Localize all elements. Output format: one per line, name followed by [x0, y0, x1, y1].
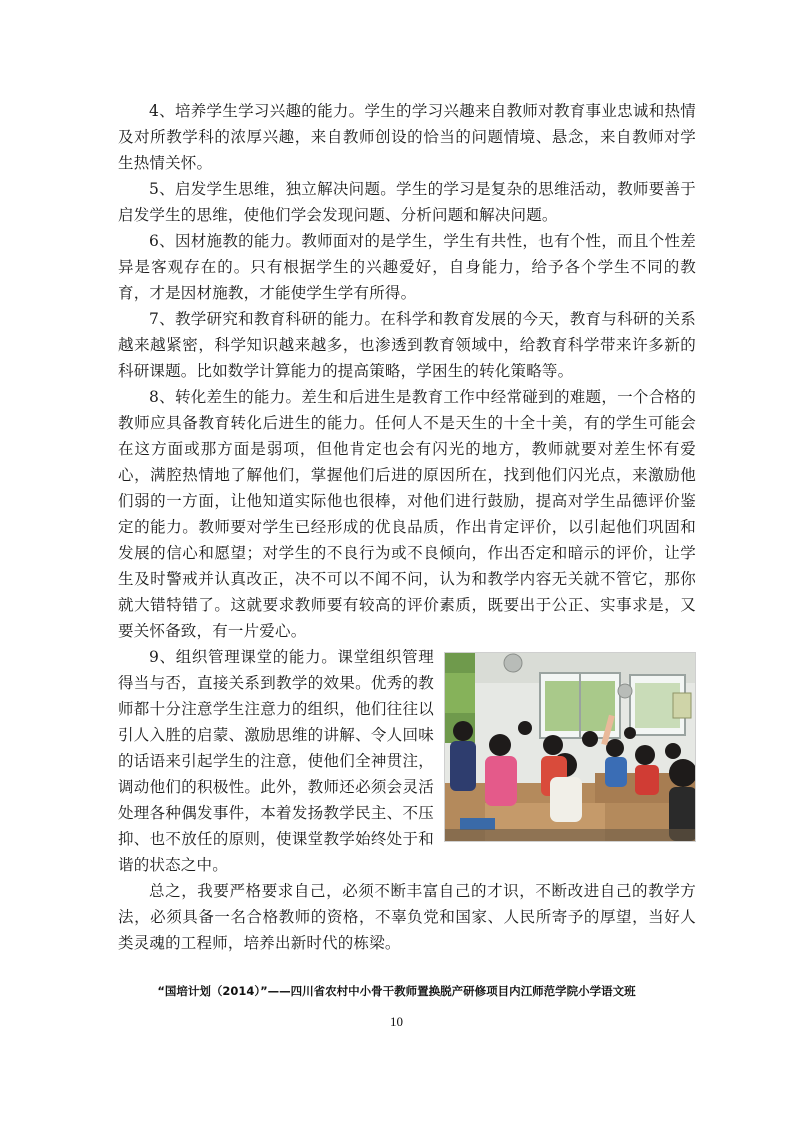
- paragraph-8: 8、转化差生的能力。差生和后进生是教育工作中经常碰到的难题，一个合格的教师应具备教育转化后进生的能力。任何人不是天生的十全十美，有的学生可能会在这方面或那方面是弱项，但他肯定也会有闪光的地方，教师就要对差生怀有爱心，满腔热情地了解他们，掌握他们后进的原因所在，找到他们闪光点，来激励他们弱的一方面，让他知道实际他也很棒，对他们进行鼓励，提高对学生品德评价鉴定的能力。教师要对学生已经形成的优良品质，作出肯定评价，以引起他们巩固和发展的信心和愿望；对学生的不良行为或不良倾向，作出否定和暗示的评价，让学生及时警戒并认真改正，决不可以不闻不问，认为和教学内容无关就不管它，那你就大错特错了。这就要求教师要有较高的评价素质，既要出于公正、实事求是，又要关怀备致，有一片爱心。: [118, 388, 696, 640]
- paragraph-9: 9、组织管理课堂的能力。课堂组织管理得当与否，直接关系到教学的效果。优秀的教师都十分注意学生注意力的组织，他们往往以引人入胜的启蒙、激励思维的讲解、令人回味的话语来引起学生的注意，使他们全神贯注，调动他们的积极性。此外，教师还必须会灵活处理各种偶发事件，本着发扬教学民主、不压抑、也不放任的原则，使课堂教学始终处于和谐的状态之中。: [118, 648, 434, 874]
- paragraph-7: 7、教学研究和教育科研的能力。在科学和教育发展的今天，教育与科研的关系越来越紧密，科学知识越来越多，也渗透到教育领域中，给教育科学带来许多新的科研课题。比如数学计算能力的提高策略，学困生的转化策略等。: [118, 310, 696, 380]
- page-footer: “国培计划（2014）”——四川省农村中小骨干教师置换脱产研修项目内江师范学院小学语文班: [157, 984, 636, 998]
- paragraph-conclusion: 总之，我要严格要求自己，必须不断丰富自己的才识，不断改进自己的教学方法，必须具备一名合格教师的资格，不辜负党和国家、人民所寄予的厚望，当好人类灵魂的工程师，培养出新时代的栋梁。: [118, 882, 696, 952]
- paragraph-9-with-photo: [118, 644, 696, 878]
- classroom-photo: [444, 652, 696, 842]
- paragraph-4: 4、培养学生学习兴趣的能力。学生的学习兴趣来自教师对教育事业忠诚和热情及对所教学科的浓厚兴趣，来自教师创设的恰当的问题情境、悬念，来自教师对学生热情关怀。: [118, 102, 696, 172]
- paragraph-5: 5、启发学生思维，独立解决问题。学生的学习是复杂的思维活动，教师要善于启发学生的思维，使他们学会发现问题、分析问题和解决问题。: [118, 180, 696, 224]
- page-number: 10: [390, 1014, 403, 1029]
- document-body: [118, 98, 696, 956]
- paragraph-6: 6、因材施教的能力。教师面对的是学生，学生有共性，也有个性，而且个性差异是客观存在的。只有根据学生的兴趣爱好，自身能力，给予各个学生不同的教育，才是因材施教，才能使学生学有所得。: [118, 232, 696, 302]
